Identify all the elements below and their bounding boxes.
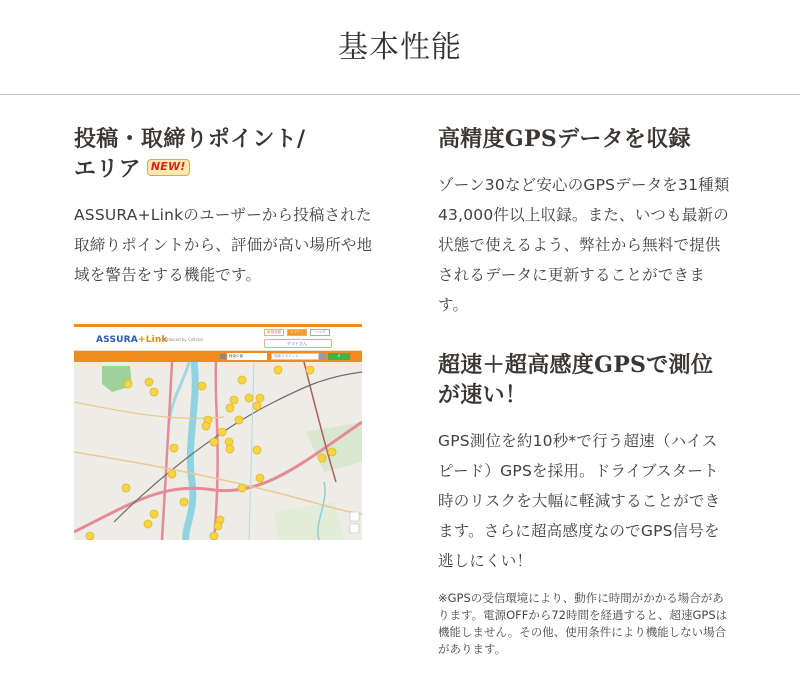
search-input: 検索の値 — [227, 353, 267, 360]
login-button: ログイン — [287, 329, 307, 336]
feature-text: ゾーン30など安心のGPSデータを31種類43,000件以上収録。また、いつも最新の状態で使えるよう、弊社から無料で提供されるデータに更新することができます。 — [438, 176, 730, 314]
feature-text: GPS測位を約10秒*で行う超速（ハイスピード）GPSを採用。ドライブスタート時のリスクを大幅に軽減することができます。さらに超高感度なのでGPS信号を逃しにくい！ — [438, 432, 721, 570]
search-label — [220, 354, 226, 359]
help-button: ヘルプ — [310, 329, 330, 336]
heading-line: 投稿・取締りポイント/ — [74, 126, 306, 152]
feature-gps-data — [438, 124, 733, 320]
right-features — [438, 124, 733, 658]
feature-post-points — [74, 124, 374, 290]
feature-heading: 超速＋超高感度GPSで測位が速い！ — [438, 352, 714, 408]
screenshot-nav — [264, 329, 330, 336]
chevron-down-icon — [319, 353, 325, 360]
screenshot-header — [74, 327, 362, 351]
new-badge: NEW! — [147, 159, 190, 176]
register-button: 新規登録 — [264, 329, 284, 336]
footnote: ※GPSの受信環境により、動作に時間がかかる場合があります。電源OFFから72時間を経過すると、超速GPSは機能しません。その他、使用条件により機能しない場合があります。 — [438, 591, 728, 656]
category-select: 取締りポイント — [271, 353, 319, 360]
search-icon: ⌕ — [328, 353, 350, 360]
feature-heading: 高精度GPSデータを収録 — [438, 126, 691, 152]
heading-line: エリア — [74, 156, 141, 182]
page-header — [0, 0, 800, 95]
logo-subtitle: Produced by Cellstar — [162, 337, 204, 342]
map-image — [74, 362, 362, 540]
guest-label: ゲストさん — [264, 339, 332, 348]
feature-heading — [74, 124, 374, 184]
assura-link-logo: ASSURA+Link — [96, 335, 168, 345]
screenshot-search-bar — [74, 351, 362, 362]
feature-text: ASSURA+Linkのユーザーから投稿された取締りポイントから、評価が高い場所や地域を警告をする機能です。 — [74, 206, 373, 284]
app-screenshot-map — [74, 324, 362, 540]
page-title: 基本性能 — [338, 30, 462, 65]
feature-fast-gps — [438, 350, 733, 658]
